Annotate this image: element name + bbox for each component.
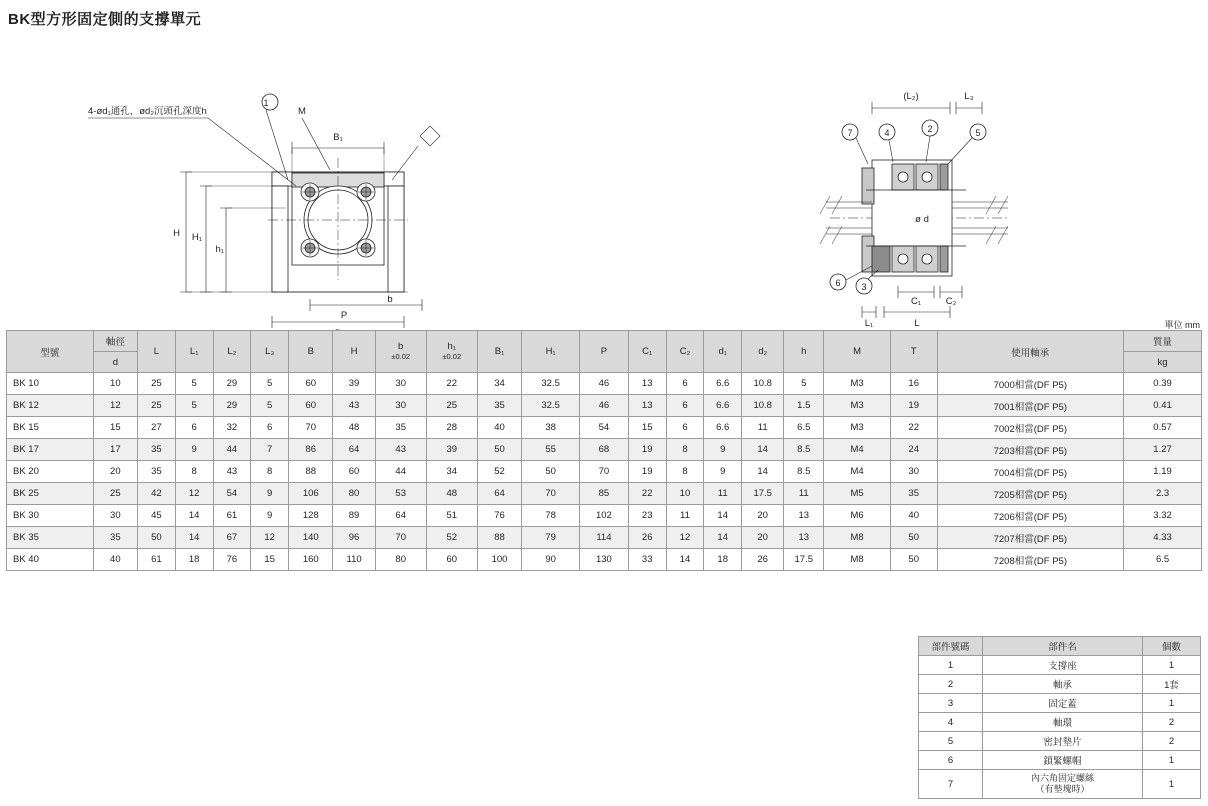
- header-P: P: [579, 331, 628, 373]
- cell-d1: 11: [704, 483, 742, 505]
- cell-part-qty: 1: [1143, 656, 1201, 675]
- cell-B: 60: [289, 373, 333, 395]
- cell-part-qty: 2: [1143, 732, 1201, 751]
- cell-C2: 6: [666, 417, 704, 439]
- cell-part-qty: 1: [1143, 694, 1201, 713]
- cell-H1: 32.5: [522, 373, 580, 395]
- cell-h1: 39: [426, 439, 477, 461]
- cell-d: 40: [93, 549, 137, 571]
- cell-T: 22: [890, 417, 937, 439]
- cell-h1: 48: [426, 483, 477, 505]
- drawing-label-L: L: [914, 318, 920, 329]
- cell-d: 20: [93, 461, 137, 483]
- cell-part-qty: 1: [1143, 770, 1201, 799]
- drawing-label-L3: L₃: [964, 91, 974, 102]
- table-row: [7, 417, 1202, 439]
- cell-b: 80: [375, 549, 426, 571]
- cell-part-qty: 2: [1143, 713, 1201, 732]
- cell-h: 11: [784, 483, 824, 505]
- list-item: [919, 751, 1201, 770]
- svg-text:4: 4: [884, 128, 890, 138]
- list-item: [919, 770, 1201, 799]
- drawing-label-L2: (L₂): [903, 91, 919, 102]
- cell-b: 43: [375, 439, 426, 461]
- cell-bearing: 7203相當(DF P5): [937, 439, 1124, 461]
- cell-h: 13: [784, 527, 824, 549]
- cell-B: 106: [289, 483, 333, 505]
- cell-kg: 2.3: [1124, 483, 1202, 505]
- cell-kg: 1.27: [1124, 439, 1202, 461]
- cell-bearing: 7206相當(DF P5): [937, 505, 1124, 527]
- table-row: [7, 483, 1202, 505]
- cell-L1: 5: [175, 395, 213, 417]
- cell-part-name: 密封墊片: [983, 732, 1143, 751]
- cell-M: M6: [824, 505, 891, 527]
- header-C1: C₁: [628, 331, 666, 373]
- header-b-tolerance: ±0.02: [391, 352, 411, 361]
- header-h1-tolerance: ±0.02: [442, 352, 462, 361]
- header-B1: B₁: [477, 331, 521, 373]
- cell-L: 25: [138, 395, 176, 417]
- cell-L1: 6: [175, 417, 213, 439]
- cell-C2: 10: [666, 483, 704, 505]
- header-mass: 質量: [1124, 331, 1202, 352]
- cell-b: 44: [375, 461, 426, 483]
- parts-table-body: [919, 656, 1201, 799]
- header-L: L: [138, 331, 176, 373]
- cell-T: 35: [890, 483, 937, 505]
- cell-h: 17.5: [784, 549, 824, 571]
- cell-M: M3: [824, 373, 891, 395]
- table-row: [7, 505, 1202, 527]
- cell-H1: 32.5: [522, 395, 580, 417]
- cell-kg: 0.41: [1124, 395, 1202, 417]
- drawing-label-M: M: [298, 106, 306, 117]
- cell-b: 35: [375, 417, 426, 439]
- cell-d2: 10.8: [742, 373, 784, 395]
- cell-L: 42: [138, 483, 176, 505]
- parts-header-row: [919, 637, 1201, 656]
- cell-L3: 5: [251, 395, 289, 417]
- cell-H1: 50: [522, 461, 580, 483]
- list-item: [919, 675, 1201, 694]
- cell-T: 30: [890, 461, 937, 483]
- cell-H: 43: [333, 395, 375, 417]
- cell-d: 35: [93, 527, 137, 549]
- table-row: [7, 395, 1202, 417]
- cell-P: 130: [579, 549, 628, 571]
- cell-h1: 25: [426, 395, 477, 417]
- cell-kg: 0.57: [1124, 417, 1202, 439]
- cell-M: M4: [824, 439, 891, 461]
- spec-table-body: [7, 373, 1202, 571]
- cell-B: 128: [289, 505, 333, 527]
- table-row: [7, 461, 1202, 483]
- list-item: [919, 694, 1201, 713]
- cell-bearing: 7205相當(DF P5): [937, 483, 1124, 505]
- cell-B1: 76: [477, 505, 521, 527]
- drawing-label-L1: L₁: [864, 318, 874, 329]
- cell-B1: 35: [477, 395, 521, 417]
- drawing-label-b: b: [387, 294, 393, 305]
- cell-part-no: 5: [919, 732, 983, 751]
- cell-model: BK 17: [7, 439, 94, 461]
- cell-L1: 18: [175, 549, 213, 571]
- header-d2: d₂: [742, 331, 784, 373]
- cell-B1: 40: [477, 417, 521, 439]
- drawing-label-C1: C₁: [910, 296, 922, 307]
- cell-B1: 100: [477, 549, 521, 571]
- drawing-label-C2: C₂: [945, 296, 957, 307]
- drawing-label-B1: B₁: [333, 132, 343, 143]
- cell-L1: 9: [175, 439, 213, 461]
- cell-part-no: 6: [919, 751, 983, 770]
- cell-B: 88: [289, 461, 333, 483]
- cell-C1: 22: [628, 483, 666, 505]
- cell-d2: 14: [742, 439, 784, 461]
- cell-T: 40: [890, 505, 937, 527]
- header-L2: L₂: [213, 331, 251, 373]
- table-row: [7, 527, 1202, 549]
- cell-b: 53: [375, 483, 426, 505]
- cell-L: 50: [138, 527, 176, 549]
- cell-model: BK 20: [7, 461, 94, 483]
- cell-P: 68: [579, 439, 628, 461]
- cell-P: 102: [579, 505, 628, 527]
- cell-P: 85: [579, 483, 628, 505]
- cell-P: 70: [579, 461, 628, 483]
- cell-d1: 6.6: [704, 373, 742, 395]
- cell-part-name: 內六角固定螺絲 （有墊塊時）: [983, 770, 1143, 799]
- table-row: [7, 549, 1202, 571]
- header-L1: L₁: [175, 331, 213, 373]
- svg-text:1: 1: [263, 98, 269, 108]
- cell-d: 12: [93, 395, 137, 417]
- header-shaft-dia: 軸徑: [93, 331, 137, 352]
- cell-d2: 14: [742, 461, 784, 483]
- cell-d2: 20: [742, 505, 784, 527]
- cell-bearing: 7004相當(DF P5): [937, 461, 1124, 483]
- cell-d: 15: [93, 417, 137, 439]
- cell-L2: 43: [213, 461, 251, 483]
- cell-H1: 78: [522, 505, 580, 527]
- cell-P: 46: [579, 373, 628, 395]
- cell-L: 25: [138, 373, 176, 395]
- cell-B: 70: [289, 417, 333, 439]
- cell-L2: 44: [213, 439, 251, 461]
- header-h: h: [784, 331, 824, 373]
- cell-C1: 19: [628, 439, 666, 461]
- cell-C1: 23: [628, 505, 666, 527]
- cell-C2: 6: [666, 395, 704, 417]
- svg-text:6: 6: [835, 278, 841, 288]
- header-d: d: [93, 352, 137, 373]
- cell-C1: 13: [628, 373, 666, 395]
- cell-h: 5: [784, 373, 824, 395]
- cell-b: 30: [375, 373, 426, 395]
- cell-P: 46: [579, 395, 628, 417]
- cell-H: 39: [333, 373, 375, 395]
- cell-L2: 29: [213, 373, 251, 395]
- cell-L: 35: [138, 461, 176, 483]
- cell-part-no: 3: [919, 694, 983, 713]
- cell-P: 114: [579, 527, 628, 549]
- cell-part-name: 鎖緊螺帽: [983, 751, 1143, 770]
- cell-part-no: 1: [919, 656, 983, 675]
- cell-bearing: 7207相當(DF P5): [937, 527, 1124, 549]
- cell-T: 50: [890, 549, 937, 571]
- cell-H1: 90: [522, 549, 580, 571]
- header-h1-symbol: h₁: [447, 341, 457, 352]
- cell-kg: 1.19: [1124, 461, 1202, 483]
- cell-h: 1.5: [784, 395, 824, 417]
- cell-L2: 61: [213, 505, 251, 527]
- cell-M: M3: [824, 395, 891, 417]
- cell-part-name: 軸承: [983, 675, 1143, 694]
- cell-H: 89: [333, 505, 375, 527]
- cell-part-qty: 1: [1143, 751, 1201, 770]
- cell-kg: 4.33: [1124, 527, 1202, 549]
- cell-h1: 22: [426, 373, 477, 395]
- drawing-label-H: H: [173, 228, 180, 239]
- header-T: T: [890, 331, 937, 373]
- cell-M: M4: [824, 461, 891, 483]
- cell-L: 35: [138, 439, 176, 461]
- cell-d2: 20: [742, 527, 784, 549]
- cell-C1: 26: [628, 527, 666, 549]
- header-part-name: 部件名: [983, 637, 1143, 656]
- cell-h1: 51: [426, 505, 477, 527]
- cell-L1: 12: [175, 483, 213, 505]
- cell-H: 80: [333, 483, 375, 505]
- cell-L2: 54: [213, 483, 251, 505]
- cell-model: BK 15: [7, 417, 94, 439]
- header-d1: d₁: [704, 331, 742, 373]
- cell-L1: 8: [175, 461, 213, 483]
- cell-B1: 50: [477, 439, 521, 461]
- cell-part-no: 2: [919, 675, 983, 694]
- cell-C1: 33: [628, 549, 666, 571]
- cell-H1: 38: [522, 417, 580, 439]
- list-item: [919, 713, 1201, 732]
- header-H1: H₁: [522, 331, 580, 373]
- cell-part-name: 支撐座: [983, 656, 1143, 675]
- cell-h1: 52: [426, 527, 477, 549]
- cell-L1: 5: [175, 373, 213, 395]
- cell-C2: 11: [666, 505, 704, 527]
- cell-part-no: 7: [919, 770, 983, 799]
- cell-T: 24: [890, 439, 937, 461]
- drawing-label-phi-d: ø d: [915, 214, 929, 225]
- cell-T: 50: [890, 527, 937, 549]
- cell-L2: 29: [213, 395, 251, 417]
- cell-C1: 19: [628, 461, 666, 483]
- cell-M: M3: [824, 417, 891, 439]
- table-row: [7, 373, 1202, 395]
- cell-d2: 26: [742, 549, 784, 571]
- spec-table-container: [6, 330, 1202, 571]
- cell-part-qty: 1套: [1143, 675, 1201, 694]
- page-title: BK型方形固定側的支撐單元: [8, 11, 202, 28]
- cell-L: 45: [138, 505, 176, 527]
- cell-H: 64: [333, 439, 375, 461]
- cell-B1: 88: [477, 527, 521, 549]
- cell-d: 10: [93, 373, 137, 395]
- cell-d1: 14: [704, 505, 742, 527]
- spec-header-row-1: [7, 331, 1202, 352]
- cell-b: 64: [375, 505, 426, 527]
- header-part-qty: 個數: [1143, 637, 1201, 656]
- cell-H: 96: [333, 527, 375, 549]
- cell-B1: 52: [477, 461, 521, 483]
- cell-model: BK 35: [7, 527, 94, 549]
- svg-text:7: 7: [847, 128, 853, 138]
- cell-L2: 67: [213, 527, 251, 549]
- cell-C2: 8: [666, 439, 704, 461]
- cell-kg: 0.39: [1124, 373, 1202, 395]
- cell-P: 54: [579, 417, 628, 439]
- cell-L1: 14: [175, 527, 213, 549]
- cell-L3: 12: [251, 527, 289, 549]
- cell-T: 16: [890, 373, 937, 395]
- svg-text:5: 5: [975, 128, 981, 138]
- cell-H1: 70: [522, 483, 580, 505]
- cell-d1: 18: [704, 549, 742, 571]
- cell-model: BK 25: [7, 483, 94, 505]
- cell-part-no: 4: [919, 713, 983, 732]
- header-model: 型號: [7, 331, 94, 373]
- cell-h: 8.5: [784, 439, 824, 461]
- svg-text:3: 3: [861, 282, 867, 292]
- cell-d2: 17.5: [742, 483, 784, 505]
- cell-L2: 32: [213, 417, 251, 439]
- cell-L3: 8: [251, 461, 289, 483]
- cell-L3: 6: [251, 417, 289, 439]
- cell-B: 140: [289, 527, 333, 549]
- list-item: [919, 732, 1201, 751]
- header-C2: C₂: [666, 331, 704, 373]
- cell-B1: 34: [477, 373, 521, 395]
- cell-h1: 28: [426, 417, 477, 439]
- drawing-label-P: P: [340, 310, 348, 321]
- cell-part-name: 軸環: [983, 713, 1143, 732]
- cell-model: BK 10: [7, 373, 94, 395]
- cell-h1: 34: [426, 461, 477, 483]
- cell-d1: 14: [704, 527, 742, 549]
- cell-d1: 6.6: [704, 395, 742, 417]
- unit-note: 單位 mm: [1164, 320, 1200, 330]
- cell-d2: 10.8: [742, 395, 784, 417]
- cell-C1: 15: [628, 417, 666, 439]
- cell-H: 110: [333, 549, 375, 571]
- cell-d1: 9: [704, 461, 742, 483]
- cell-bearing: 7002相當(DF P5): [937, 417, 1124, 439]
- drawing-label-hole-note: 4-ød₁通孔，ød₂沉頭孔深度h: [88, 106, 207, 117]
- cell-H1: 79: [522, 527, 580, 549]
- cell-L3: 9: [251, 483, 289, 505]
- cell-d2: 11: [742, 417, 784, 439]
- header-bearing: 使用軸承: [937, 331, 1124, 373]
- cell-M: M5: [824, 483, 891, 505]
- cell-H1: 55: [522, 439, 580, 461]
- header-H: H: [333, 331, 375, 373]
- parts-table-container: [918, 636, 1200, 799]
- cell-model: BK 30: [7, 505, 94, 527]
- cell-h1: 60: [426, 549, 477, 571]
- cell-b: 30: [375, 395, 426, 417]
- parts-table: [918, 636, 1201, 799]
- cell-B: 60: [289, 395, 333, 417]
- cell-h: 8.5: [784, 461, 824, 483]
- drawing-label-H1: H₁: [191, 232, 202, 243]
- header-h1: [426, 331, 477, 373]
- cell-L: 27: [138, 417, 176, 439]
- cell-H: 60: [333, 461, 375, 483]
- cell-part-name: 固定蓋: [983, 694, 1143, 713]
- drawing-label-h1: h₁: [215, 244, 224, 255]
- header-L3: L₃: [251, 331, 289, 373]
- cell-model: BK 40: [7, 549, 94, 571]
- cell-d: 25: [93, 483, 137, 505]
- cell-C2: 14: [666, 549, 704, 571]
- cell-L1: 14: [175, 505, 213, 527]
- cell-L3: 15: [251, 549, 289, 571]
- header-B: B: [289, 331, 333, 373]
- cell-h: 13: [784, 505, 824, 527]
- list-item: [919, 656, 1201, 675]
- table-row: [7, 439, 1202, 461]
- cell-h: 6.5: [784, 417, 824, 439]
- svg-text:2: 2: [927, 124, 933, 134]
- cell-b: 70: [375, 527, 426, 549]
- cell-C2: 12: [666, 527, 704, 549]
- cell-L2: 76: [213, 549, 251, 571]
- cell-d: 30: [93, 505, 137, 527]
- header-M: M: [824, 331, 891, 373]
- cell-kg: 6.5: [1124, 549, 1202, 571]
- cell-bearing: 7208相當(DF P5): [937, 549, 1124, 571]
- cell-L3: 9: [251, 505, 289, 527]
- cell-bearing: 7001相當(DF P5): [937, 395, 1124, 417]
- cell-C1: 13: [628, 395, 666, 417]
- header-kg: kg: [1124, 352, 1202, 373]
- cell-L3: 7: [251, 439, 289, 461]
- cell-B: 160: [289, 549, 333, 571]
- header-b-symbol: b: [398, 341, 404, 352]
- cell-B: 86: [289, 439, 333, 461]
- cell-L: 61: [138, 549, 176, 571]
- cell-model: BK 12: [7, 395, 94, 417]
- cell-M: M8: [824, 549, 891, 571]
- cell-d: 17: [93, 439, 137, 461]
- spec-table: [6, 330, 1202, 571]
- cell-C2: 8: [666, 461, 704, 483]
- header-b: [375, 331, 426, 373]
- cell-T: 19: [890, 395, 937, 417]
- cell-L3: 5: [251, 373, 289, 395]
- header-part-no: 部件號碼: [919, 637, 983, 656]
- cell-H: 48: [333, 417, 375, 439]
- cell-d1: 6.6: [704, 417, 742, 439]
- cell-bearing: 7000相當(DF P5): [937, 373, 1124, 395]
- cell-C2: 6: [666, 373, 704, 395]
- cell-M: M8: [824, 527, 891, 549]
- cell-d1: 9: [704, 439, 742, 461]
- cell-B1: 64: [477, 483, 521, 505]
- cell-kg: 3.32: [1124, 505, 1202, 527]
